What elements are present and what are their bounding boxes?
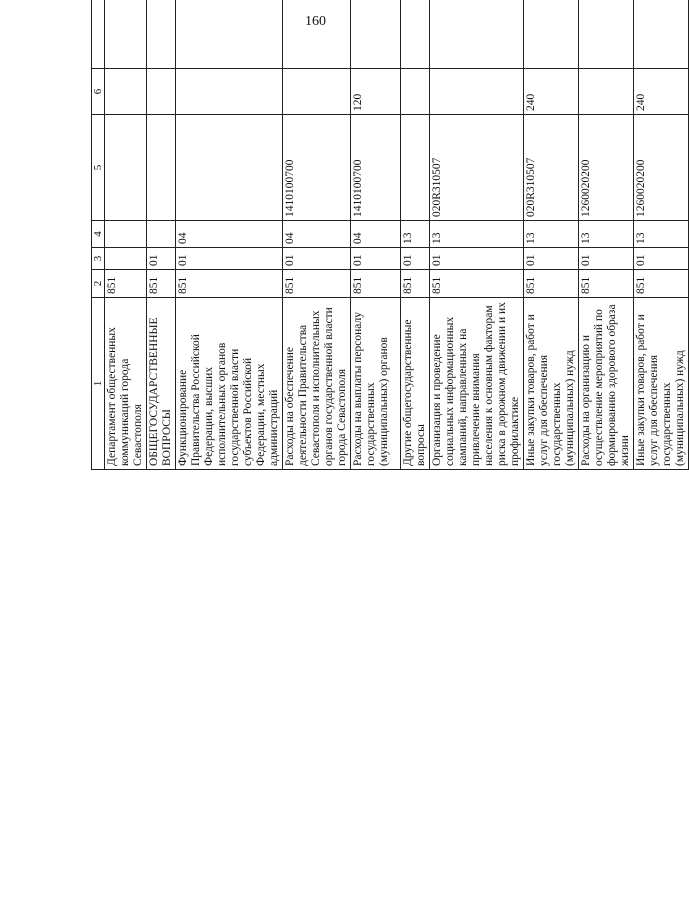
cell-code: 851 (578, 270, 633, 298)
cell-target (176, 115, 283, 221)
cell-plan (578, 0, 633, 69)
cell-plan (105, 0, 147, 69)
cell-name: ОБЩЕГОСУДАРСТВЕННЫЕ ВОПРОСЫ (147, 298, 176, 470)
table-row (633, 0, 688, 470)
cell-type (578, 69, 633, 115)
cell-plan (283, 0, 351, 69)
cell-section: 01 (633, 248, 688, 270)
cell-type (147, 69, 176, 115)
cell-subsection: 04 (283, 221, 351, 248)
cell-name: Организация и проведение социальных информационных кампаний, направленных на привлечение внимания населения к основным факторам риска в дорожном движении и их профилактике (430, 298, 524, 470)
cell-subsection: 13 (524, 221, 579, 248)
cell-section (105, 248, 147, 270)
cell-plan (147, 0, 176, 69)
table-row (351, 0, 401, 470)
cell-type: 240 (633, 69, 688, 115)
header-cell: 6 (92, 69, 105, 115)
cell-target: 1260020200 (633, 115, 688, 221)
cell-plan (524, 0, 579, 69)
cell-subsection: 04 (176, 221, 283, 248)
cell-type: 120 (351, 69, 401, 115)
cell-name: Расходы на выплаты персоналу государственных (муниципальных) органов (351, 298, 401, 470)
cell-code: 851 (147, 270, 176, 298)
cell-code: 851 (176, 270, 283, 298)
cell-subsection: 13 (633, 221, 688, 248)
cell-type (430, 69, 524, 115)
cell-target: 1410100700 (351, 115, 401, 221)
cell-section: 01 (524, 248, 579, 270)
cell-subsection: 04 (351, 221, 401, 248)
cell-subsection (105, 221, 147, 248)
table-row (147, 0, 176, 470)
cell-plan (633, 0, 688, 69)
cell-plan (176, 0, 283, 69)
cell-code: 851 (351, 270, 401, 298)
cell-section: 01 (430, 248, 524, 270)
cell-code: 851 (524, 270, 579, 298)
cell-target: 1260020200 (578, 115, 633, 221)
header-cell: 1 (92, 298, 105, 470)
cell-section: 01 (401, 248, 430, 270)
cell-code: 851 (283, 270, 351, 298)
cell-name: Иные закупки товаров, работ и услуг для обеспечения государственных (муниципальных) нужд (633, 298, 688, 470)
table-row (524, 0, 579, 470)
header-cell: 4 (92, 221, 105, 248)
cell-plan (401, 0, 430, 69)
cell-target: 020R310507 (430, 115, 524, 221)
cell-section: 01 (176, 248, 283, 270)
cell-subsection: 13 (401, 221, 430, 248)
cell-subsection: 13 (430, 221, 524, 248)
budget-table (91, 0, 689, 470)
cell-plan (351, 0, 401, 69)
cell-type: 240 (524, 69, 579, 115)
cell-subsection: 13 (578, 221, 633, 248)
cell-target (105, 115, 147, 221)
cell-name: Функционирование Правительства Российской Федерации, высших исполнительных органов государственной власти субъектов Российской Федерации, местных администраций (176, 298, 283, 470)
header-cell: 3 (92, 248, 105, 270)
cell-name: Департамент общественных коммуникаций города Севастополя (105, 298, 147, 470)
header-cell (92, 0, 105, 69)
cell-subsection (147, 221, 176, 248)
cell-section: 01 (578, 248, 633, 270)
table-row (401, 0, 430, 470)
cell-type (283, 69, 351, 115)
cell-section: 01 (147, 248, 176, 270)
table-row (430, 0, 524, 470)
cell-type (401, 69, 430, 115)
cell-section: 01 (283, 248, 351, 270)
cell-target: 1410100700 (283, 115, 351, 221)
cell-type (105, 69, 147, 115)
cell-name: Иные закупки товаров, работ и услуг для обеспечения государственных (муниципальных) нужд (524, 298, 579, 470)
page-number: 160 (305, 14, 326, 29)
table-row (176, 0, 283, 470)
table-row (578, 0, 633, 470)
cell-target: 020R310507 (524, 115, 579, 221)
cell-name: Расходы на организацию и осуществление мероприятий по формированию здорового образа жизни (578, 298, 633, 470)
cell-name: Расходы на обеспечение деятельности Правительства Севастополя и исполнительных органов государственной власти города Севастополя (283, 298, 351, 470)
cell-plan (430, 0, 524, 69)
header-row (92, 0, 105, 470)
cell-type (176, 69, 283, 115)
cell-code: 851 (105, 270, 147, 298)
cell-section: 01 (351, 248, 401, 270)
cell-code: 851 (633, 270, 688, 298)
cell-target (147, 115, 176, 221)
header-cell: 5 (92, 115, 105, 221)
table-row (283, 0, 351, 470)
cell-code: 851 (401, 270, 430, 298)
cell-target (401, 115, 430, 221)
cell-code: 851 (430, 270, 524, 298)
header-cell: 2 (92, 270, 105, 298)
table-row (105, 0, 147, 470)
cell-name: Другие общегосударственные вопросы (401, 298, 430, 470)
